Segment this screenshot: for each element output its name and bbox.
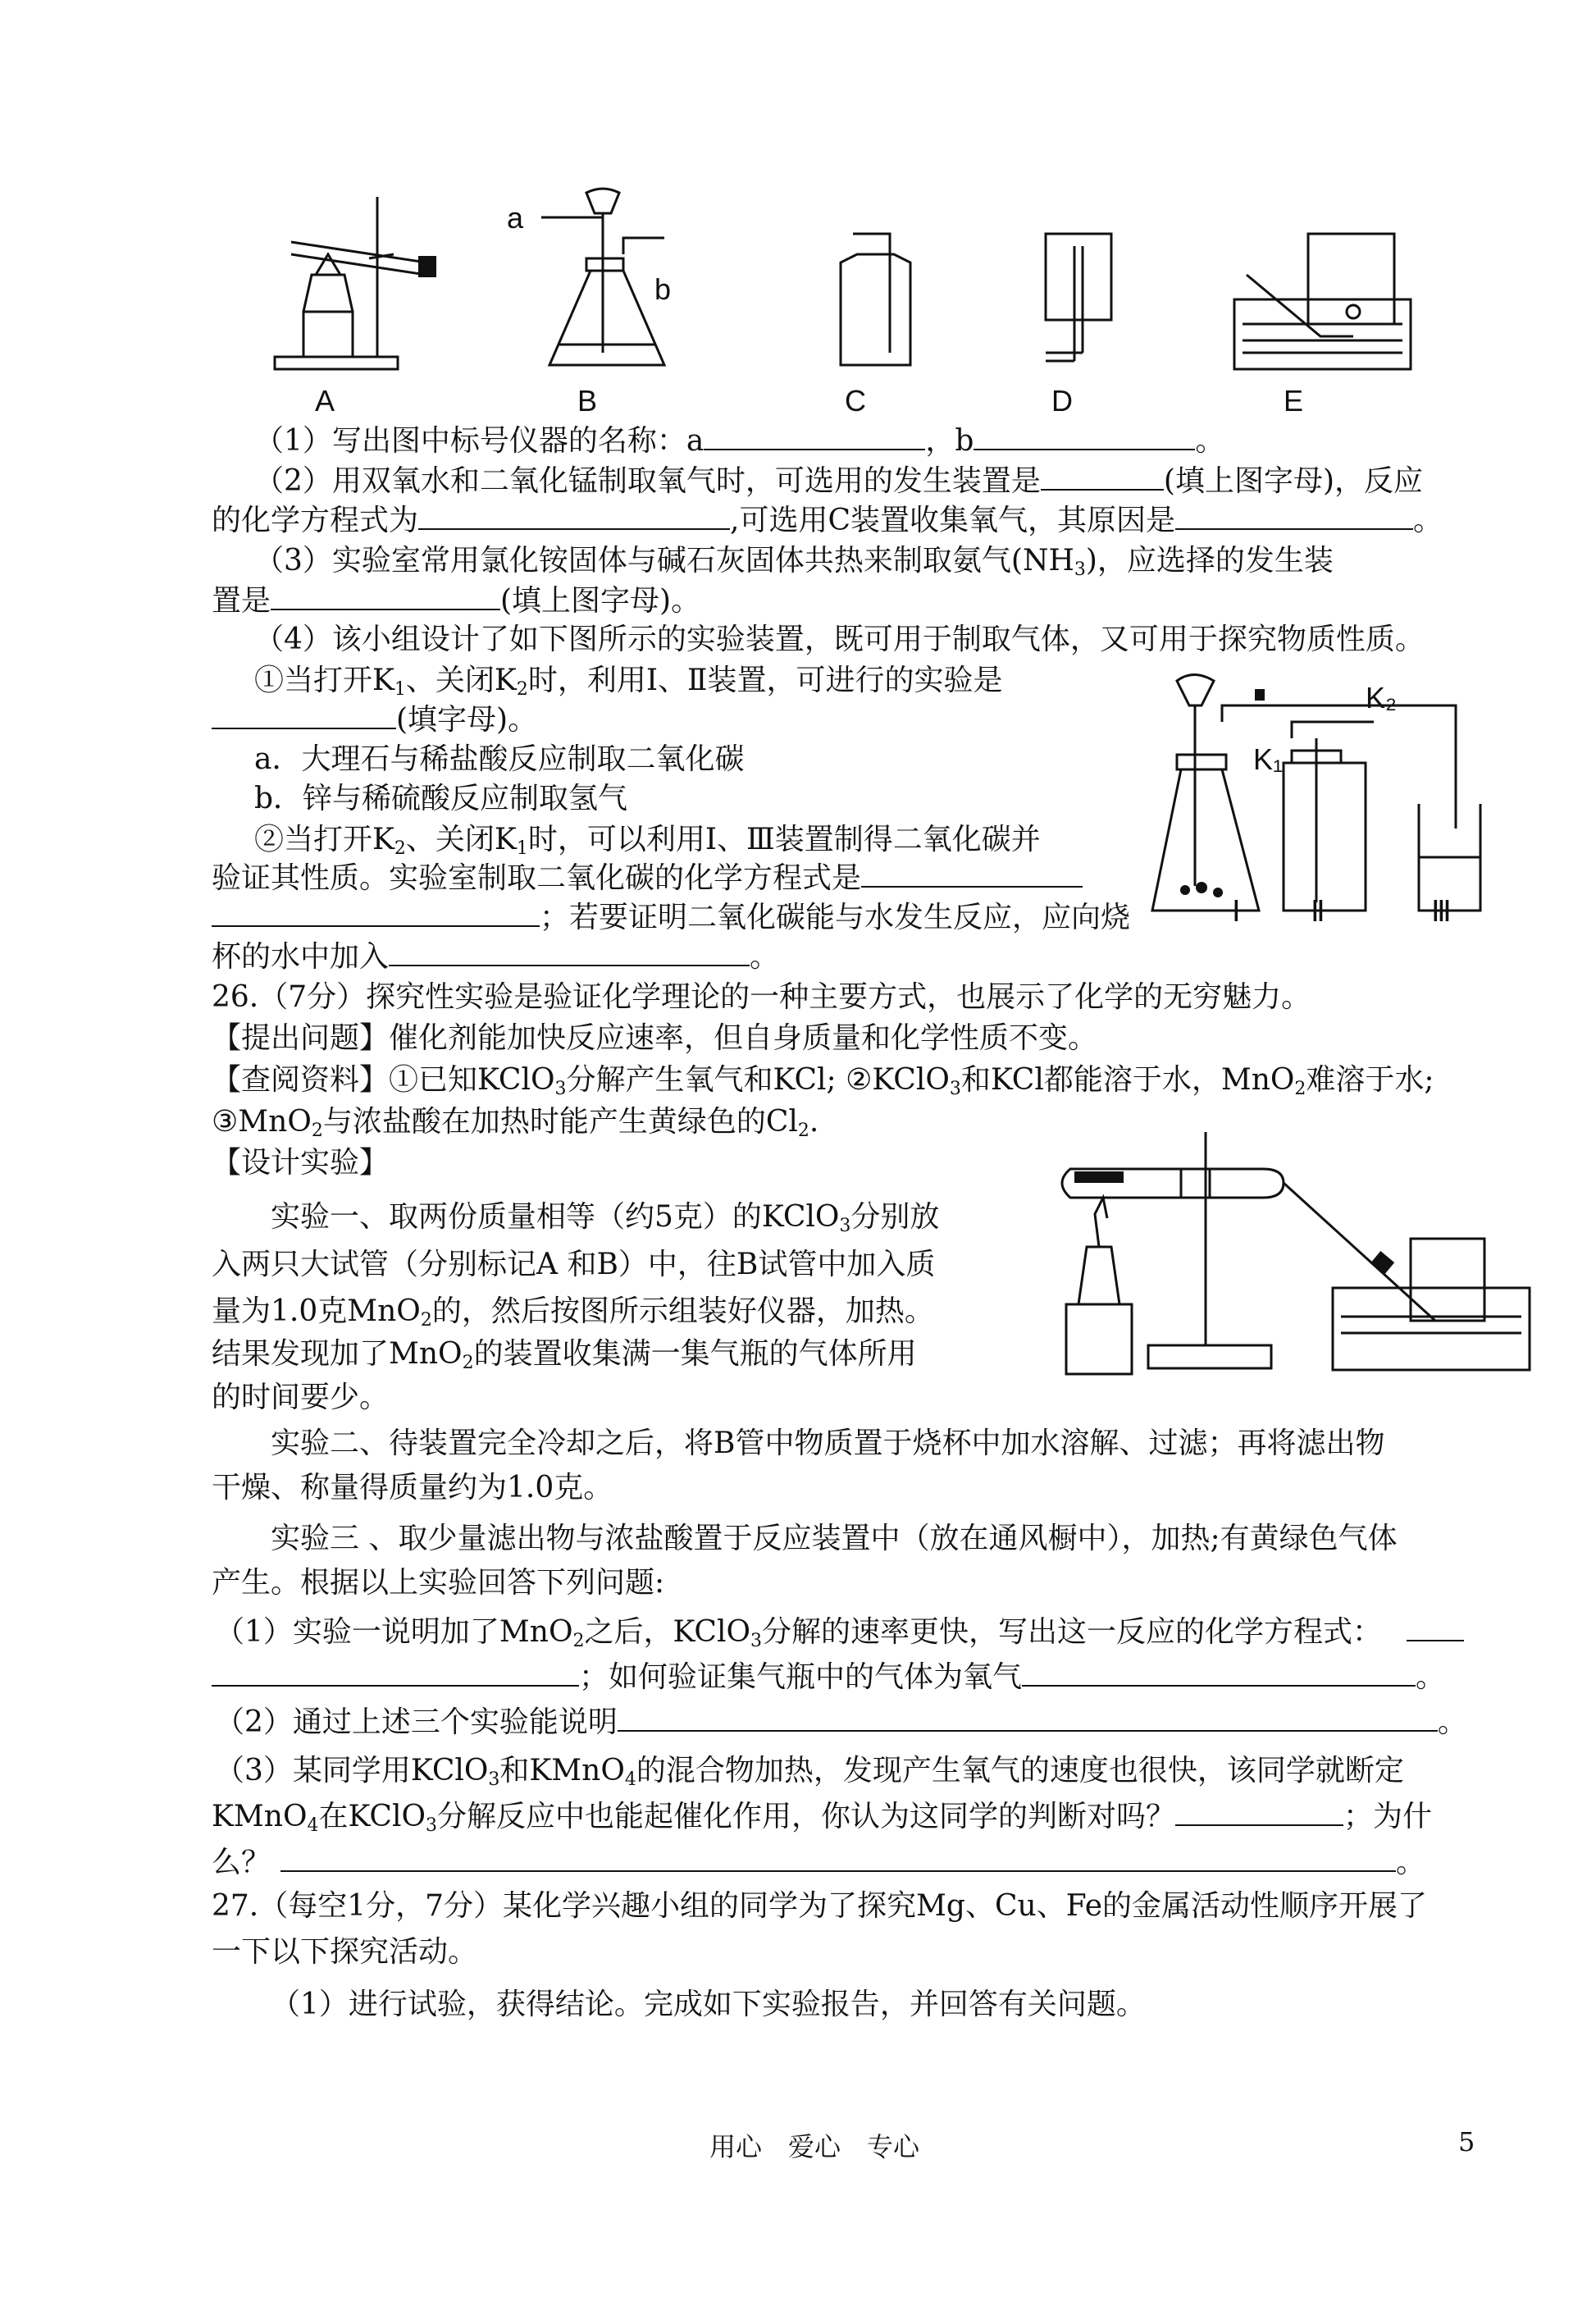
q26-design: 【设计实验】 xyxy=(212,1146,390,1180)
label-iii: Ⅲ xyxy=(1431,894,1452,928)
q26-p3-line2: KMnO$_4$在KClO$_3$分解反应中也能起催化作用，你认为这同学的判断对吗？ ；为什 xyxy=(212,1796,1432,1837)
apparatus-d-figure xyxy=(1037,230,1128,386)
figure-label-c: C xyxy=(845,384,866,418)
q25-4-2-line2: 验证其性质。实验室制取二氧化碳的化学方程式是 xyxy=(212,858,1083,898)
exp1-line3: 量为1.0克MnO$_2$的，然后按图所示组装好仪器，加热。 xyxy=(212,1294,934,1331)
exp1-line5: 的时间要少。 xyxy=(212,1381,390,1414)
q26-p1-line2: ；如何验证集气瓶中的气体为氧气 。 xyxy=(212,1657,1445,1697)
apparatus-i-ii-iii-figure xyxy=(1144,673,1489,927)
blank-co2-eq-2[interactable] xyxy=(212,897,540,927)
q25-4-1: ①当打开$K_1$、关闭$K_2$时，利用Ⅰ、Ⅱ装置，可进行的实验是 xyxy=(254,664,1003,700)
option-a: a．大理石与稀盐酸反应制取二氧化碳 xyxy=(254,742,745,776)
q25-3-line1: （3）实验室常用氯化铵固体与碱石灰固体共热来制取氨气$(NH_3)$，应选择的发生装 xyxy=(254,544,1334,580)
exp1-line2: 入两只大试管（分别标记A 和B）中，往B试管中加入质 xyxy=(212,1248,936,1281)
q25-4-2-line4: 杯的水中加入 。 xyxy=(212,937,779,977)
apparatus-c-figure xyxy=(828,230,919,369)
option-b: b．锌与稀硫酸反应制取氢气 xyxy=(254,782,628,815)
blank-a[interactable] xyxy=(704,421,925,450)
q26-ref2: ③MnO$_2$与浓盐酸在加热时能产生黄绿色的$Cl_2$. xyxy=(212,1105,819,1141)
q25-4: （4）该小组设计了如下图所示的实验装置，既可用于制取气体，又可用于探究物质性质。 xyxy=(254,623,1425,656)
blank-kclo3-eq-2[interactable] xyxy=(212,1657,579,1687)
q25-1: （1）写出图中标号仪器的名称：a ，b 。 xyxy=(254,421,1224,461)
q25-3-line2: 置是 (填上图字母)。 xyxy=(212,581,700,621)
label-k1: K₁ xyxy=(1253,742,1284,776)
label-a: a xyxy=(507,201,524,235)
exp1-line1: 实验一、取两份质量相等（约5克）的KClO$_3$分别放 xyxy=(271,1200,940,1236)
q26-ref1: 【查阅资料】①已知KClO$_3$分解产生氧气和KCl; ②KClO$_3$和KCl都能溶于水，MnO$_2$难溶于水; xyxy=(212,1063,1434,1099)
blank-generator[interactable] xyxy=(1041,461,1164,491)
apparatus-a-figure xyxy=(271,189,459,377)
blank-b[interactable] xyxy=(974,421,1195,450)
q25-2-line1: （2）用双氧水和二氧化锰制取氧气时，可选用的发生装置是 (填上图字母)，反应 xyxy=(254,461,1423,501)
q26-title: 26.（7分）探究性实验是验证化学理论的一种主要方式，也展示了化学的无穷魅力。 xyxy=(212,980,1311,1014)
q26-p1-line1: （1）实验一说明加了MnO$_2$之后，KClO$_3$分解的速率更快，写出这一反应的化学方程式： xyxy=(215,1612,1464,1652)
q27-line2: 一下以下探究活动。 xyxy=(212,1935,478,1969)
blank-add[interactable] xyxy=(389,937,750,966)
label-b: b xyxy=(654,272,672,306)
label-ii: Ⅱ xyxy=(1311,894,1325,928)
blank-reason[interactable] xyxy=(1175,500,1413,530)
heating-apparatus-figure xyxy=(1050,1124,1542,1378)
page-number: 5 xyxy=(1458,2126,1475,2157)
exp2-line1: 实验二、待装置完全冷却之后，将B管中物质置于烧杯中加水溶解、过滤；再将滤出物 xyxy=(271,1427,1385,1460)
exp2-line2: 干燥、称量得质量约为1.0克。 xyxy=(212,1471,613,1504)
q26-p3-line1: （3）某同学用KClO$_3$和KMnO$_4$的混合物加热，发现产生氧气的速度也很快，该同学就断定 xyxy=(215,1754,1404,1790)
q25-4-2-line1: ②当打开$K_2$、关闭$K_1$时，可以利用Ⅰ、Ⅲ装置制得二氧化碳并 xyxy=(254,823,1041,859)
blank-judgement[interactable] xyxy=(1175,1796,1343,1826)
figure-label-d: D xyxy=(1051,384,1073,418)
blank-nh3-device[interactable] xyxy=(271,581,500,610)
figure-label-e: E xyxy=(1284,384,1304,418)
q25-4-1-b: (填字母)。 xyxy=(212,700,537,740)
exp3-line2: 产生。根据以上实验回答下列问题: xyxy=(212,1566,665,1600)
q26-ask: 【提出问题】催化剂能加快反应速率，但自身质量和化学性质不变。 xyxy=(212,1021,1098,1055)
q27-line3: （1）进行试验，获得结论。完成如下实验报告，并回答有关问题。 xyxy=(271,1988,1146,2021)
q25-2-line2: 的化学方程式为 ,可选用C装置收集氧气，其原因是 。 xyxy=(212,500,1443,541)
blank-conclusion[interactable] xyxy=(618,1702,1438,1732)
exp1-line4: 结果发现加了MnO$_2$的装置收集满一集气瓶的气体所用 xyxy=(212,1337,917,1373)
blank-exp[interactable] xyxy=(212,700,396,729)
label-k2: K₂ xyxy=(1366,681,1397,714)
blank-verify-o2[interactable] xyxy=(1022,1657,1416,1687)
q26-p3-line3: 么？ 。 xyxy=(212,1842,1425,1883)
figure-label-a: A xyxy=(315,384,335,418)
label-i: Ⅰ xyxy=(1232,894,1241,928)
apparatus-e-figure xyxy=(1230,230,1419,377)
figure-label-b: B xyxy=(577,384,598,418)
exp3-line1: 实验三 、取少量滤出物与浓盐酸置于反应装置中（放在通风橱中），加热;有黄绿色气体 xyxy=(271,1522,1398,1555)
blank-co2-eq[interactable] xyxy=(861,858,1083,888)
q25-4-2-line3: ；若要证明二氧化碳能与水发生反应，应向烧 xyxy=(212,897,1130,938)
footer-text: 用心 爱心 专心 xyxy=(709,2131,920,2162)
blank-equation[interactable] xyxy=(418,500,730,530)
blank-kclo3-eq[interactable] xyxy=(1407,1612,1464,1641)
q27-line1: 27.（每空1分，7分）某化学兴趣小组的同学为了探究Mg、Cu、Fe的金属活动性顺序开展了 xyxy=(212,1889,1428,1923)
q26-p2: （2）通过上述三个实验能说明 。 xyxy=(215,1702,1467,1742)
blank-why[interactable] xyxy=(280,1842,1396,1872)
